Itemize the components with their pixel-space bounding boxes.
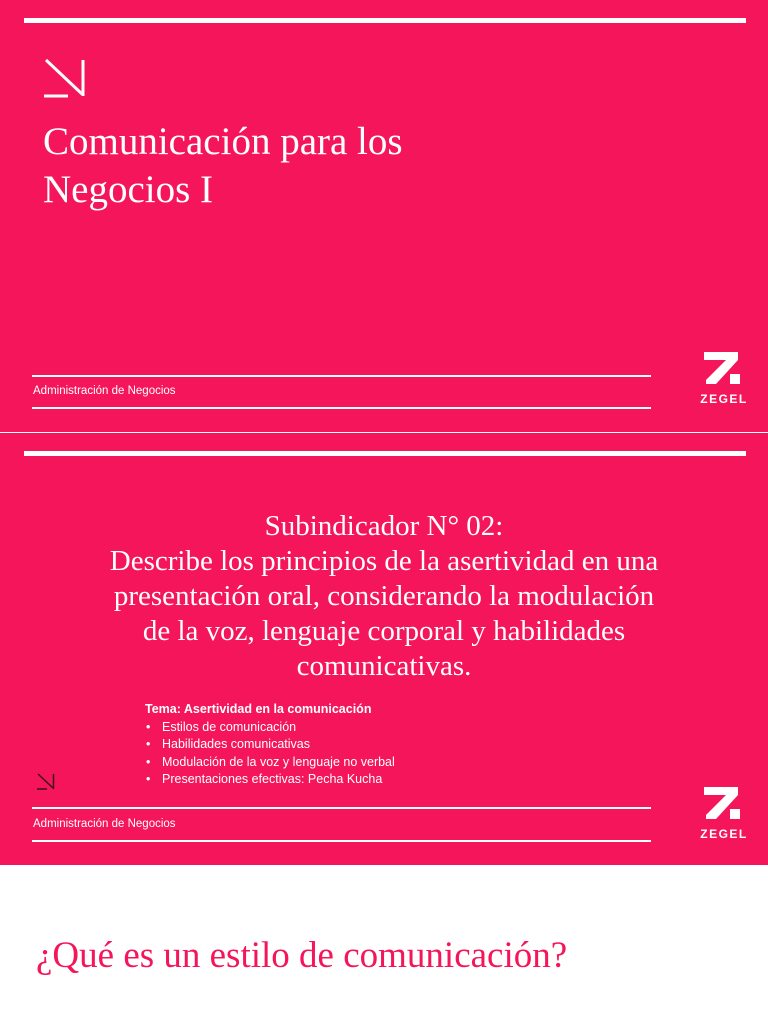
- arrow-down-right-icon: [36, 772, 56, 791]
- subindicator-title-line: Describe los principios de la asertividad en una: [109, 545, 659, 577]
- topic-block: [145, 701, 565, 789]
- logo-wordmark: ZEGEL: [700, 392, 748, 406]
- topic-item: • Presentaciones efectivas: Pecha Kucha: [145, 771, 565, 789]
- question-heading: ¿Qué es un estilo de comunicación?: [36, 935, 568, 976]
- top-divider: [24, 451, 746, 456]
- zegel-logo: [694, 785, 754, 847]
- zegel-logo-icon: [694, 785, 754, 825]
- subindicator-title: [30, 509, 738, 684]
- footer-divider-top: [32, 807, 651, 809]
- footer-program: Administración de Negocios: [33, 385, 176, 397]
- course-title-line: Negocios I: [43, 168, 214, 211]
- subindicator-title-line: Subindicador N° 02:: [264, 510, 504, 542]
- course-title: [43, 118, 603, 214]
- arrow-down-right-icon: [42, 56, 88, 100]
- subindicator-title-line: de la voz, lenguaje corporal y habilidades: [142, 615, 626, 647]
- top-divider: [24, 18, 746, 23]
- footer-divider-bottom: [32, 840, 651, 842]
- topic-item: • Modulación de la voz y lenguaje no verbal: [145, 754, 565, 772]
- course-title-line: Comunicación para los: [43, 120, 403, 163]
- subindicator-slide: [0, 433, 768, 865]
- footer-divider-bottom: [32, 407, 651, 409]
- footer-program: Administración de Negocios: [33, 818, 176, 830]
- topic-heading: Tema: Asertividad en la comunicación: [145, 702, 372, 716]
- footer-divider-top: [32, 375, 651, 377]
- subindicator-title-line: comunicativas.: [296, 650, 472, 682]
- title-slide: [0, 0, 768, 432]
- logo-wordmark: ZEGEL: [700, 827, 748, 841]
- zegel-logo-icon: [694, 350, 754, 390]
- topic-item: • Habilidades comunicativas: [145, 736, 565, 754]
- subindicator-title-line: presentación oral, considerando la modulación: [113, 580, 655, 612]
- topic-item: • Estilos de comunicación: [145, 719, 565, 737]
- topic-list: [145, 719, 565, 789]
- zegel-logo: [694, 350, 754, 412]
